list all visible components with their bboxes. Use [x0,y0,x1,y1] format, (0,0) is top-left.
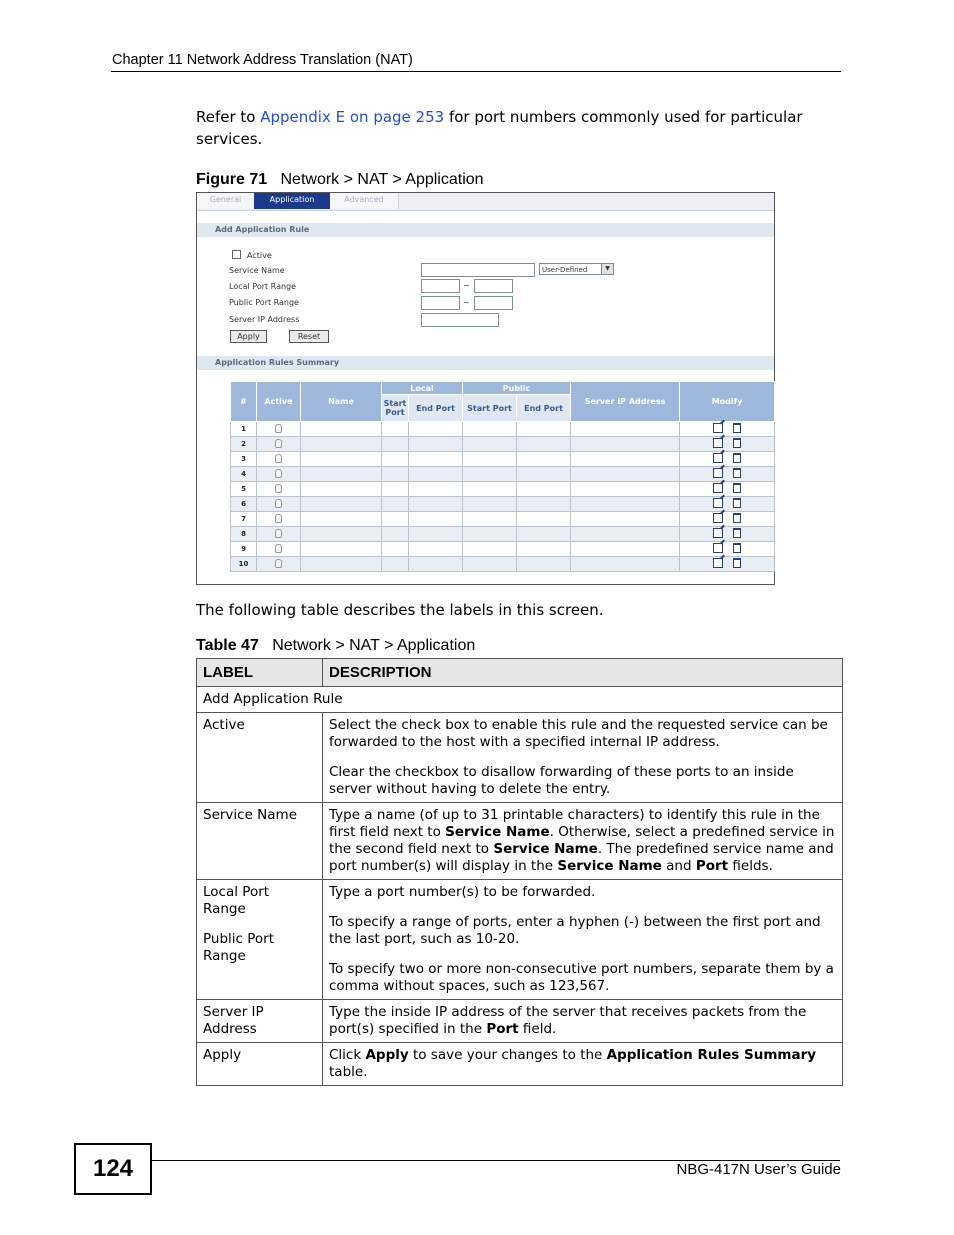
row-name [301,422,382,437]
row-public-end [517,542,571,557]
apply-button[interactable]: Apply [230,330,267,343]
row-server-ip [571,527,680,542]
row-server-ip [571,452,680,467]
row-local-start [382,467,409,482]
local-end-port-input[interactable] [474,279,513,293]
trash-icon[interactable] [733,468,741,478]
row-number: 10 [231,557,257,572]
trash-icon[interactable] [733,498,741,508]
trash-icon[interactable] [733,423,741,433]
nat-application-screenshot [196,192,775,585]
row-description: Select the check box to enable this rule and the requested service can be forwarded to the host with a specified internal IP address. Clear the checkbox to disallow forwarding of these ports to an inside server without having to delete the entry. [323,713,843,803]
figure-caption [196,171,484,189]
table-label: Table 47 [196,637,259,654]
service-name-input[interactable] [421,263,535,277]
row-public-start [463,542,517,557]
row-public-end [517,467,571,482]
row-server-ip [571,557,680,572]
col-public: Public [463,382,571,395]
edit-icon[interactable] [713,468,723,478]
row-modify [680,452,775,467]
row-public-start [463,437,517,452]
table-row [197,1043,843,1086]
row-modify [680,512,775,527]
table-row [197,803,843,880]
table-row [231,512,775,527]
col-number: # [231,382,257,422]
row-number: 7 [231,512,257,527]
row-number: 3 [231,452,257,467]
rules-summary-table [230,381,775,572]
row-label: Service Name [197,803,323,880]
row-label: Server IP Address [197,1000,323,1043]
table-row [231,437,775,452]
row-local-end [409,542,463,557]
trash-icon[interactable] [733,543,741,553]
row-local-end [409,452,463,467]
row-public-start [463,482,517,497]
trash-icon[interactable] [733,438,741,448]
row-modify [680,437,775,452]
tab-advanced[interactable]: Advanced [330,193,399,209]
row-server-ip [571,512,680,527]
intro-text: Refer to [196,108,261,126]
row-name [301,437,382,452]
row-public-end [517,482,571,497]
row-modify [680,422,775,437]
row-label: Active [197,713,323,803]
row-active [257,437,301,452]
public-start-port-input[interactable] [421,296,460,310]
table-row [231,482,775,497]
row-public-end [517,527,571,542]
add-rule-section-header: Add Application Rule [197,223,774,237]
row-number: 4 [231,467,257,482]
range-separator: ~ [463,281,470,290]
bulb-icon [275,544,282,553]
intro-paragraph [196,106,836,150]
row-public-end [517,497,571,512]
row-active [257,497,301,512]
row-active [257,542,301,557]
row-server-ip [571,482,680,497]
bulb-icon [275,439,282,448]
tab-application[interactable]: Application [254,193,331,209]
public-port-label: Public Port Range [229,298,299,307]
active-label: Active [247,251,272,260]
bulb-icon [275,514,282,523]
row-label: Apply [197,1043,323,1086]
row-local-end [409,497,463,512]
section-row: Add Application Rule [197,687,843,713]
bulb-icon [275,529,282,538]
trash-icon[interactable] [733,483,741,493]
row-local-end [409,422,463,437]
public-end-port-input[interactable] [474,296,513,310]
row-public-start [463,422,517,437]
row-local-start [382,482,409,497]
edit-icon[interactable] [713,483,723,493]
row-local-start [382,497,409,512]
table-row [231,467,775,482]
row-server-ip [571,497,680,512]
row-local-end [409,512,463,527]
following-text: The following table describes the labels in this screen. [196,601,604,619]
row-public-end [517,437,571,452]
edit-icon[interactable] [713,423,723,433]
bulb-icon [275,454,282,463]
table-title: Network > NAT > Application [272,637,476,654]
active-checkbox[interactable] [232,250,241,259]
row-number: 5 [231,482,257,497]
row-modify [680,527,775,542]
col-local-end: End Port [409,395,463,422]
edit-icon[interactable] [713,543,723,553]
table-caption [196,637,475,655]
row-name [301,527,382,542]
row-public-start [463,527,517,542]
row-modify [680,557,775,572]
row-local-end [409,467,463,482]
table-row [231,542,775,557]
chevron-down-icon: ▼ [601,264,613,274]
row-public-start [463,497,517,512]
col-local: Local [382,382,463,395]
row-number: 8 [231,527,257,542]
bulb-icon [275,559,282,568]
service-select[interactable]: User-Defined ▼ [539,263,614,275]
label-header: LABEL [197,659,323,687]
table-row [231,557,775,572]
row-public-end [517,452,571,467]
server-ip-label: Server IP Address [229,315,300,324]
row-public-end [517,512,571,527]
guide-title: NBG-417N User’s Guide [676,1161,841,1178]
row-name [301,497,382,512]
bulb-icon [275,499,282,508]
row-label: Local Port Range Public Port Range [197,880,323,1000]
edit-icon[interactable] [713,528,723,538]
edit-icon[interactable] [713,513,723,523]
row-local-end [409,557,463,572]
table-row [231,497,775,512]
row-public-start [463,452,517,467]
row-server-ip [571,437,680,452]
col-public-end: End Port [517,395,571,422]
col-public-start: Start Port [463,395,517,422]
row-local-start [382,452,409,467]
col-name: Name [301,382,382,422]
row-description: Type a port number(s) to be forwarded. To specify a range of ports, enter a hyphen (-) between the first port and the last port, such as 10-20. To specify two or more non-consecutive port numbers, separate them by a comma without spaces, such as 123,567. [323,880,843,1000]
col-local-start: Start Port [382,395,409,422]
row-description: Click Apply to save your changes to the Application Rules Summary table. [323,1043,843,1086]
row-description: Type a name (of up to 31 printable characters) to identify this rule in the first field next to Service Name. Otherwise, select a predefined service in the second field next to Service Name. The predefined service name and port number(s) will display in the Service Name and Port fields. [323,803,843,880]
page-number: 124 [74,1143,152,1195]
row-active [257,422,301,437]
edit-icon[interactable] [713,498,723,508]
local-port-label: Local Port Range [229,282,297,291]
row-name [301,482,382,497]
row-number: 1 [231,422,257,437]
figure-title: Network > NAT > Application [280,171,484,188]
row-modify [680,542,775,557]
row-name [301,557,382,572]
table-row [197,880,843,1000]
row-local-start [382,437,409,452]
summary-section-header: Application Rules Summary [197,356,774,370]
row-modify [680,482,775,497]
table-row [197,1000,843,1043]
row-local-start [382,512,409,527]
server-ip-input[interactable] [421,313,499,327]
edit-icon[interactable] [713,558,723,568]
row-active [257,527,301,542]
col-modify: Modify [680,382,775,422]
col-active: Active [257,382,301,422]
appendix-link[interactable]: Appendix E on page 253 [260,108,445,126]
description-table [196,658,843,1086]
table-row [231,452,775,467]
trash-icon[interactable] [733,528,741,538]
row-local-end [409,437,463,452]
row-local-end [409,482,463,497]
row-public-end [517,422,571,437]
row-active [257,452,301,467]
row-public-start [463,557,517,572]
tab-general[interactable]: General [197,193,255,209]
row-local-start [382,422,409,437]
row-public-start [463,467,517,482]
service-name-label: Service Name [229,266,285,275]
row-active [257,482,301,497]
row-description: Type the inside IP address of the server that receives packets from the port(s) specified in the Port field. [323,1000,843,1043]
row-local-start [382,542,409,557]
intro-text-end: for port numbers commonly used for particular services. [196,108,803,148]
row-local-start [382,557,409,572]
col-server-ip: Server IP Address [571,382,680,422]
row-name [301,452,382,467]
row-name [301,467,382,482]
row-number: 6 [231,497,257,512]
row-server-ip [571,422,680,437]
trash-icon[interactable] [733,513,741,523]
bulb-icon [275,424,282,433]
row-number: 2 [231,437,257,452]
table-row [231,527,775,542]
row-server-ip [571,467,680,482]
row-name [301,512,382,527]
edit-icon[interactable] [713,438,723,448]
row-local-start [382,527,409,542]
row-public-start [463,512,517,527]
row-active [257,557,301,572]
row-local-end [409,527,463,542]
chapter-header: Chapter 11 Network Address Translation (NAT) [112,52,413,68]
row-name [301,542,382,557]
reset-button[interactable]: Reset [289,330,329,343]
figure-label: Figure 71 [196,171,268,188]
header-rule [111,71,841,72]
description-header: DESCRIPTION [323,659,843,687]
trash-icon[interactable] [733,558,741,568]
edit-icon[interactable] [713,453,723,463]
row-active [257,512,301,527]
row-modify [680,497,775,512]
table-row [231,422,775,437]
bulb-icon [275,484,282,493]
row-server-ip [571,542,680,557]
local-start-port-input[interactable] [421,279,460,293]
table-row [197,713,843,803]
row-active [257,467,301,482]
tab-bar [197,193,774,211]
row-public-end [517,557,571,572]
row-modify [680,467,775,482]
bulb-icon [275,469,282,478]
row-number: 9 [231,542,257,557]
range-separator: ~ [463,298,470,307]
trash-icon[interactable] [733,453,741,463]
